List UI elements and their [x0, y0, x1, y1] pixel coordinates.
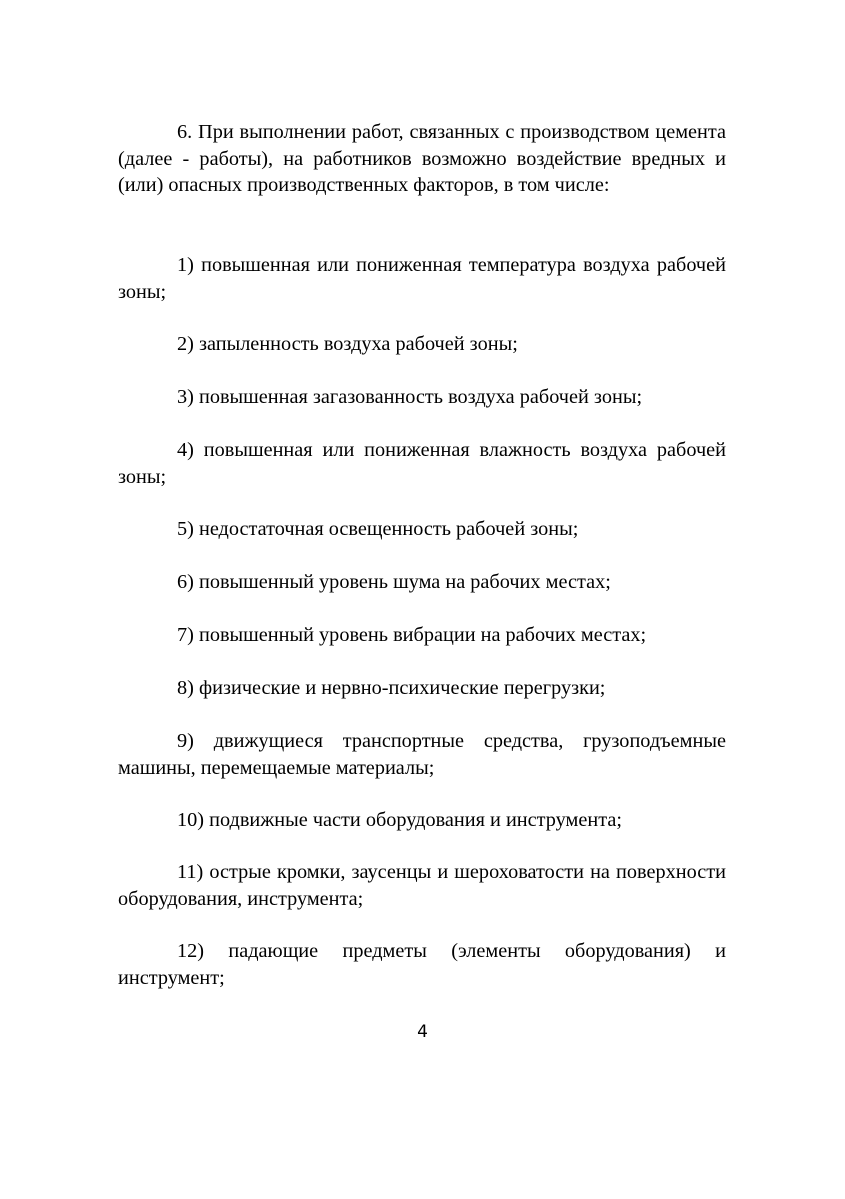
intro-paragraph: 6. При выполнении работ, связанных с производством цемента (далее - работы), на работников возможно воздействие вредных и (или) опасных производственных факторов, в том числе: [118, 121, 726, 197]
list-item-9: 9) движущиеся транспортные средства, грузоподъемные машины, перемещаемые материалы; [118, 730, 726, 779]
list-item-10: 10) подвижные части оборудования и инструмента; [177, 809, 622, 831]
list-item-8: 8) физические и нервно-психические перегрузки; [177, 677, 606, 699]
list-item-2: 2) запыленность воздуха рабочей зоны; [177, 333, 518, 355]
page-number: 4 [417, 1022, 428, 1042]
list-item-7: 7) повышенный уровень вибрации на рабочих местах; [177, 624, 647, 646]
list-item-12: 12) падающие предметы (элементы оборудования) и инструмент; [118, 940, 726, 989]
list-item-3: 3) повышенная загазованность воздуха рабочей зоны; [177, 386, 643, 408]
list-item-5: 5) недостаточная освещенность рабочей зоны; [177, 518, 579, 540]
list-item-1: 1) повышенная или пониженная температура воздуха рабочей зоны; [118, 254, 726, 303]
list-item-11: 11) острые кромки, заусенцы и шероховатости на поверхности оборудования, инструмента; [118, 861, 726, 910]
list-item-6: 6) повышенный уровень шума на рабочих местах; [177, 571, 611, 593]
list-item-4: 4) повышенная или пониженная влажность воздуха рабочей зоны; [118, 439, 726, 488]
